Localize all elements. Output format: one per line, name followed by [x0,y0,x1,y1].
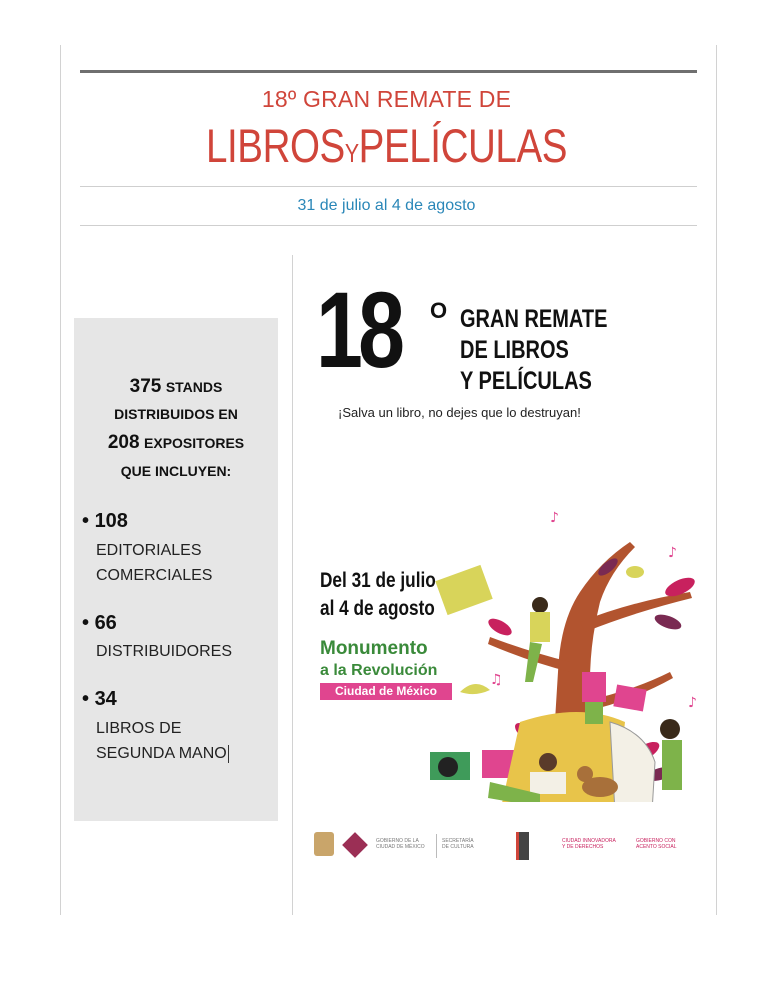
list-item: • 108 [82,510,128,532]
logo-divider [436,834,437,858]
poster-city-badge: Ciudad de México [320,683,452,700]
social-logo-text: GOBIERNO CON ACENTO SOCIAL [636,838,677,850]
divider-top [80,186,697,187]
poster-slogan: ¡Salva un libro, no dejes que lo destruyan! [338,405,581,420]
svg-text:♪: ♪ [668,545,677,561]
svg-text:♫: ♫ [490,672,503,688]
exhibitors-label: EXPOSITORES [144,435,245,451]
title-part-y: Y [344,138,359,168]
left-page-border [60,45,61,915]
poster-title: GRAN REMATE DE LIBROS Y PELÍCULAS [460,305,608,395]
top-rule [80,70,697,73]
coat-of-arms-icon [314,832,334,856]
svg-text:♪: ♪ [688,695,697,711]
exhibitors-line [74,432,278,454]
gov-logo-text: GOBIERNO DE LA CIUDAD DE MÉXICO [376,838,425,850]
poster-degree: O [430,298,448,323]
stands-label: STANDS [165,379,223,395]
event-subtitle: 18º GRAN REMATE DE [261,86,512,112]
fair-logo-icon [516,832,529,860]
svg-text:♪: ♪ [550,510,559,526]
poster-illustration [430,422,702,802]
title-part-libros: LIBROS [205,119,345,172]
date-range: 31 de julio al 4 de agosto [297,197,476,214]
stands-number: 375 [129,376,162,397]
item-number: 66 [94,612,117,634]
exhibitors-number: 208 [107,432,140,453]
cdmx-logo-icon [342,832,368,858]
poster-venue-line1: Monumento [320,638,428,659]
list-item: • 34 [82,688,117,710]
right-page-border [716,45,717,915]
text-cursor [228,745,229,763]
event-poster [300,269,702,802]
poster-venue-line2: a la Revolución [320,662,438,679]
stands-line [74,376,278,398]
poster-big-number: 18 [316,269,401,390]
list-item: • 66 [82,612,117,634]
distributed-line: DISTRIBUIDOS EN [114,406,238,422]
list-item-label: EDITORIALES COMERCIALES [96,542,213,584]
city-logo-text: CIUDAD INNOVADORA Y DE DERECHOS [562,838,616,850]
stats-panel [74,318,278,821]
sponsor-logos [306,826,702,866]
poster-dates: Del 31 de julio al 4 de agosto [320,569,436,620]
item-number: 34 [94,688,117,710]
title-part-peliculas: PELÍCULAS [358,119,568,172]
item-number: 108 [94,510,128,532]
includes-line: QUE INCLUYEN: [120,463,232,479]
divider-bottom [80,225,697,226]
list-item-label: DISTRIBUIDORES [96,643,233,660]
poster-left-border [292,255,293,915]
culture-logo-text: SECRETARÍA DE CULTURA [442,838,474,850]
event-title [70,118,704,173]
list-item-label: LIBROS DE SEGUNDA MANO [96,720,227,762]
